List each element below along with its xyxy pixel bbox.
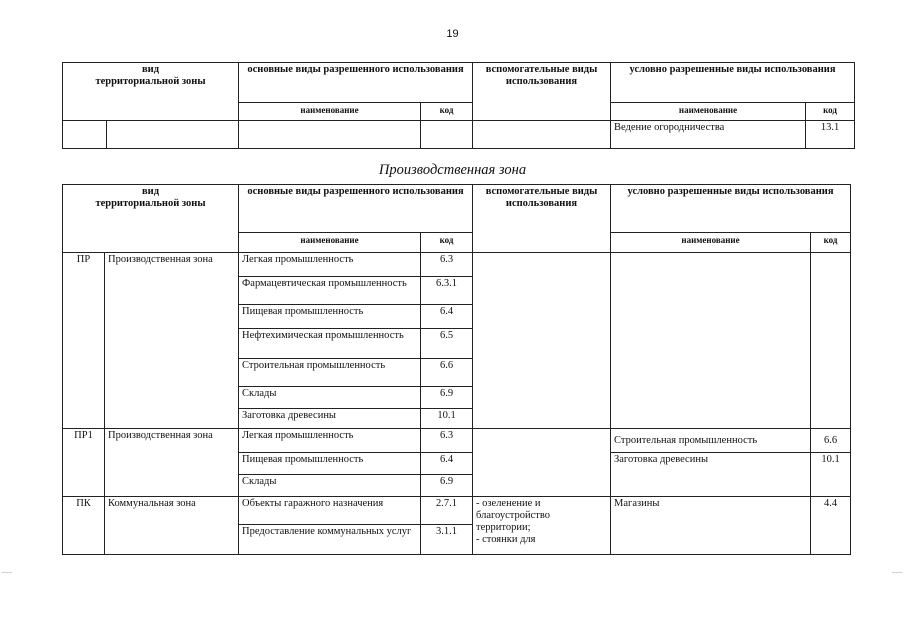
main-use-name: Фармацевтическая промышленность — [239, 277, 421, 305]
main-use-code: 6.3 — [421, 253, 473, 277]
main-use-code: 6.3 — [421, 429, 473, 453]
continuation-table — [62, 62, 855, 149]
main-use-code: 10.1 — [421, 409, 473, 429]
main-use-name: Строительная промышленность — [239, 359, 421, 387]
main-use-name: Нефтехимическая промышленность — [239, 329, 421, 359]
main-use-code: 6.5 — [421, 329, 473, 359]
zone-name: Коммунальная зона — [105, 497, 239, 555]
aux-uses-cell — [473, 429, 611, 497]
cond-use-name: Заготовка древесины — [611, 453, 811, 497]
cond-use-name: Магазины — [611, 497, 811, 555]
cond-use-code: 4.4 — [811, 497, 851, 555]
zone-code: ПР1 — [63, 429, 105, 497]
header-conditional-uses: условно разрешенные виды использования — [611, 63, 855, 103]
production-zone-table — [62, 184, 851, 555]
zone-name: Производственная зона — [105, 253, 239, 429]
cell-empty — [239, 121, 421, 149]
aux-uses-text: - озеленение и благоустройство территории; - стоянки для — [476, 498, 551, 545]
zone-name: Производственная зона — [105, 429, 239, 497]
header-main-uses: основные виды разрешенного использования — [239, 63, 473, 103]
main-use-name: Легкая промышленность — [239, 429, 421, 453]
cell-empty — [107, 121, 239, 149]
header-main-uses: основные виды разрешенного использования — [239, 185, 473, 233]
cell-empty — [63, 121, 107, 149]
main-use-name: Легкая промышленность — [239, 253, 421, 277]
main-use-name: Заготовка древесины — [239, 409, 421, 429]
main-use-code: 6.4 — [421, 453, 473, 475]
header-zone-type: вид территориальной зоны — [63, 185, 239, 253]
cond-use-code: 6.6 — [811, 429, 851, 453]
header-code: код — [421, 103, 473, 121]
header-name: наименование — [239, 233, 421, 253]
header-cond-code: код — [806, 103, 855, 121]
main-use-code: 6.9 — [421, 387, 473, 409]
main-use-code: 6.6 — [421, 359, 473, 387]
main-use-name: Объекты гаражного назначения — [239, 497, 421, 525]
cond-use-code: 10.1 — [811, 453, 851, 497]
header-name: наименование — [239, 103, 421, 121]
cond-use-name: Ведение огородничества — [611, 121, 806, 149]
section-title: Производственная зона — [378, 162, 527, 178]
cond-use-code: 13.1 — [806, 121, 855, 149]
page-number: 19 — [446, 28, 459, 40]
main-use-name: Пищевая промышленность — [239, 453, 421, 475]
zone-code: ПК — [63, 497, 105, 555]
main-use-code: 3.1.1 — [421, 525, 473, 555]
aux-uses-cell — [473, 253, 611, 429]
main-use-name: Пищевая промышленность — [239, 305, 421, 329]
main-use-code: 6.9 — [421, 475, 473, 497]
main-use-code: 6.3.1 — [421, 277, 473, 305]
header-cond-name: наименование — [611, 233, 811, 253]
header-zone-type: вид территориальной зоны — [63, 63, 239, 121]
header-code: код — [421, 233, 473, 253]
cell-empty — [473, 121, 611, 149]
cond-uses-cell — [611, 253, 811, 429]
header-conditional-uses: условно разрешенные виды использования — [611, 185, 851, 233]
margin-mark — [892, 572, 902, 573]
header-aux-uses: вспомогательные виды использования — [473, 63, 611, 121]
main-use-name: Склады — [239, 387, 421, 409]
cell-empty — [421, 121, 473, 149]
cond-use-name: Строительная промышленность — [611, 429, 811, 453]
main-use-name: Предоставление коммунальных услуг — [239, 525, 421, 555]
header-aux-uses: вспомогательные виды использования — [473, 185, 611, 253]
main-use-code: 6.4 — [421, 305, 473, 329]
main-use-name: Склады — [239, 475, 421, 497]
header-cond-name: наименование — [611, 103, 806, 121]
cond-code-cell — [811, 253, 851, 429]
main-use-code: 2.7.1 — [421, 497, 473, 525]
zone-code: ПР — [63, 253, 105, 429]
margin-mark — [2, 572, 12, 573]
aux-uses-cell — [473, 497, 611, 555]
header-cond-code: код — [811, 233, 851, 253]
